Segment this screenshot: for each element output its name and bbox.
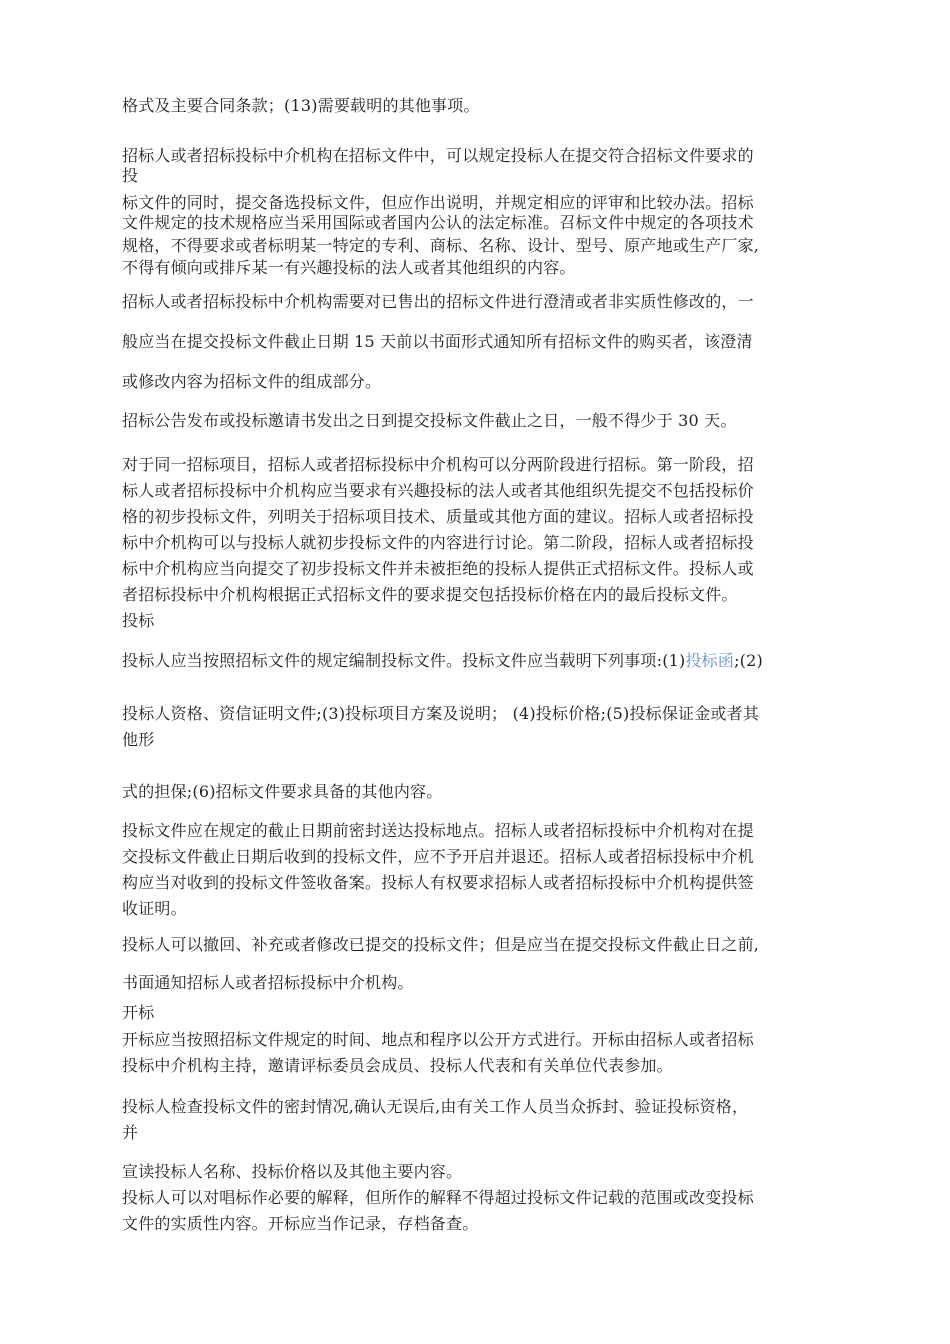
text-line: 标中介机构应当向提交了初步投标文件并未被拒绝的投标人提供正式招标文件。投标人或 (122, 559, 754, 578)
section-heading: 投标 (122, 611, 155, 630)
text-line: 者招标投标中介机构根据正式招标文件的要求提交包括投标价格在内的最后投标文件。 (122, 585, 738, 604)
text-line: 不得有倾向或排斥某一有兴趣投标的法人或者其他组织的内容。 (122, 258, 576, 277)
text-line: 投标文件应在规定的截止日期前密封送达投标地点。招标人或者招标投标中介机构对在提 (122, 821, 754, 840)
text-line: 投标人可以对唱标作必要的解释，但所作的解释不得超过投标文件记载的范围或改变投标 (122, 1188, 754, 1207)
text-line: 投标人检查投标文件的密封情况,确认无误后,由有关工作人员当众拆封、验证投标资格， (122, 1097, 749, 1116)
text-line: 交投标文件截止日期后收到的投标文件，应不予开启并退还。招标人或者招标投标中介机 (122, 847, 754, 866)
text-line: 标中介机构可以与投标人就初步投标文件的内容进行讨论。第二阶段，招标人或者招标投 (122, 533, 754, 552)
text-line: 文件的实质性内容。开标应当作记录，存档备查。 (122, 1214, 479, 1233)
text-line: 收证明。 (122, 899, 187, 918)
text-line: 投 (122, 166, 139, 185)
text-line: 构应当对收到的投标文件签收备案。投标人有权要求招标人或者招标投标中介机构提供签 (122, 873, 754, 892)
text-line-with-link (122, 651, 763, 671)
text-line: 宣读投标人名称、投标价格以及其他主要内容。 (122, 1162, 463, 1181)
text-line: 招标人或者招标投标中介机构需要对已售出的招标文件进行澄清或者非实质性修改的，一 (122, 292, 754, 311)
bid-letter-link[interactable]: 投标函 (685, 651, 735, 670)
section-heading: 开标 (122, 1003, 155, 1022)
text-line: 招标公告发布或投标邀请书发出之日到提交投标文件截止之日，一般不得少于 30 天。 (122, 411, 737, 430)
text-line: 文件规定的技术规格应当采用国际或者国内公认的法定标准。召标文件中规定的各项技术 (122, 213, 754, 232)
text-line: 式的担保;(6)招标文件要求具备的其他内容。 (122, 782, 443, 801)
text-line: 投标人可以撤回、补充或者修改已提交的投标文件；但是应当在提交投标文件截止日之前, (122, 935, 760, 954)
text-line: 他形 (122, 730, 155, 749)
text-line: 投标人资格、资信证明文件;(3)投标项目方案及说明； (4)投标价格;(5)投标保证金或者其 (122, 704, 760, 723)
text-line: 标人或者招标投标中介机构应当要求有兴趣投标的法人或者其他组织先提交不包括投标价 (122, 481, 754, 500)
text-line: 格式及主要合同条款；(13)需要载明的其他事项。 (122, 96, 480, 115)
text-line: 投标中介机构主持，邀请评标委员会成员、投标人代表和有关单位代表参加。 (122, 1056, 673, 1075)
text-fragment: ;(2) (734, 651, 763, 670)
text-line: 标文件的同时，提交备选投标文件，但应作出说明，并规定相应的评审和比较办法。招标 (122, 193, 754, 212)
text-fragment: 投标人应当按照招标文件的规定编制投标文件。投标文件应当载明下列事项:(1) (122, 651, 686, 670)
text-line: 书面通知招标人或者招标投标中介机构。 (122, 973, 414, 992)
text-line: 格的初步投标文件，列明关于招标项目技术、质量或其他方面的建议。招标人或者招标投 (122, 507, 754, 526)
text-line: 规格，不得要求或者标明某一特定的专利、商标、名称、设计、型号、原产地或生产厂家, (122, 236, 760, 255)
text-line: 开标应当按照招标文件规定的时间、地点和程序以公开方式进行。开标由招标人或者招标 (122, 1030, 754, 1049)
text-line: 或修改内容为招标文件的组成部分。 (122, 372, 382, 391)
text-line: 并 (122, 1123, 139, 1142)
text-line: 般应当在提交投标文件截止日期 15 天前以书面形式通知所有招标文件的购买者，该澄清 (122, 332, 753, 351)
text-line: 招标人或者招标投标中介机构在招标文件中，可以规定投标人在提交符合招标文件要求的 (122, 146, 754, 165)
text-line: 对于同一招标项目，招标人或者招标投标中介机构可以分两阶段进行招标。第一阶段，招 (122, 455, 754, 474)
